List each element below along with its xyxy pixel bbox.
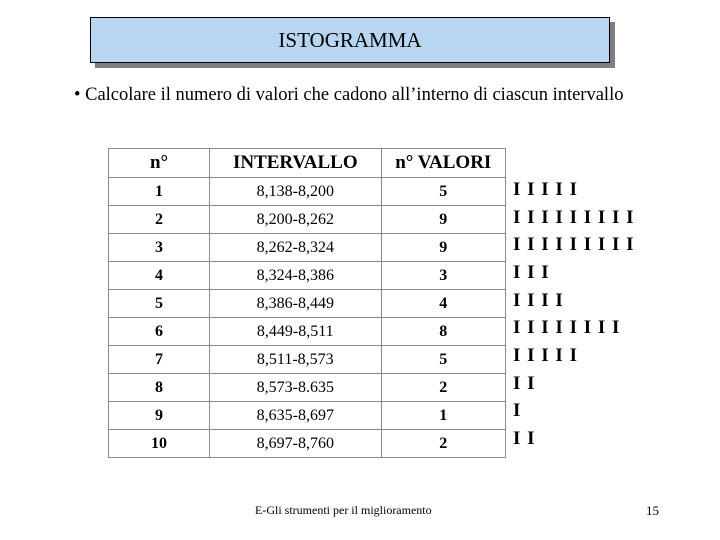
row-interval: 8,449-8,511 bbox=[210, 318, 381, 346]
tally-row: I I I I bbox=[513, 289, 564, 311]
row-number: 1 bbox=[109, 178, 210, 206]
row-interval: 8,511-8,573 bbox=[210, 346, 381, 374]
row-count: 9 bbox=[381, 234, 505, 262]
table-body bbox=[109, 178, 506, 458]
slide-title: ISTOGRAMMA bbox=[90, 17, 610, 63]
row-number: 4 bbox=[109, 262, 210, 290]
row-number: 5 bbox=[109, 290, 210, 318]
tally-row: I bbox=[513, 400, 522, 422]
page-number: 15 bbox=[646, 503, 659, 518]
row-count: 5 bbox=[381, 346, 505, 374]
table-row bbox=[109, 234, 506, 262]
row-number: 10 bbox=[109, 430, 210, 458]
row-interval: 8,262-8,324 bbox=[210, 234, 381, 262]
row-interval: 8,697-8,760 bbox=[210, 430, 381, 458]
tally-row: I I I I I bbox=[513, 178, 578, 200]
row-number: 8 bbox=[109, 374, 210, 402]
row-count: 9 bbox=[381, 206, 505, 234]
row-count: 2 bbox=[381, 374, 505, 402]
row-count: 2 bbox=[381, 430, 505, 458]
row-count: 1 bbox=[381, 402, 505, 430]
header-count: n° VALORI bbox=[381, 149, 505, 178]
table-row bbox=[109, 206, 506, 234]
table-row bbox=[109, 402, 506, 430]
header-number: n° bbox=[109, 149, 210, 178]
tally-row: I I bbox=[513, 428, 536, 450]
row-number: 2 bbox=[109, 206, 210, 234]
row-number: 3 bbox=[109, 234, 210, 262]
row-interval: 8,386-8,449 bbox=[210, 290, 381, 318]
tally-row: I I I I I I I I bbox=[513, 317, 621, 339]
table-row bbox=[109, 346, 506, 374]
row-interval: 8,138-8,200 bbox=[210, 178, 381, 206]
row-number: 7 bbox=[109, 346, 210, 374]
row-interval: 8,324-8,386 bbox=[210, 262, 381, 290]
tally-row: I I bbox=[513, 372, 536, 394]
table-header-row bbox=[109, 149, 506, 178]
table-row bbox=[109, 262, 506, 290]
row-count: 8 bbox=[381, 318, 505, 346]
row-interval: 8,573-8.635 bbox=[210, 374, 381, 402]
table-row bbox=[109, 430, 506, 458]
row-count: 4 bbox=[381, 290, 505, 318]
header-interval: INTERVALLO bbox=[210, 149, 381, 178]
row-count: 5 bbox=[381, 178, 505, 206]
tally-row: I I I bbox=[513, 261, 550, 283]
table-row bbox=[109, 374, 506, 402]
row-interval: 8,635-8,697 bbox=[210, 402, 381, 430]
tally-row: I I I I I I I I I bbox=[513, 206, 635, 228]
table-row bbox=[109, 290, 506, 318]
row-count: 3 bbox=[381, 262, 505, 290]
tally-marks bbox=[513, 176, 713, 453]
tally-row: I I I I I I I I I bbox=[513, 234, 635, 256]
tally-row: I I I I I bbox=[513, 344, 578, 366]
frequency-table bbox=[108, 148, 506, 458]
row-number: 9 bbox=[109, 402, 210, 430]
row-number: 6 bbox=[109, 318, 210, 346]
table-row bbox=[109, 318, 506, 346]
footer-text: E-Gli strumenti per il miglioramento bbox=[255, 503, 432, 517]
row-interval: 8,200-8,262 bbox=[210, 206, 381, 234]
table-row bbox=[109, 178, 506, 206]
bullet-text: • Calcolare il numero di valori che cadono all’interno di ciascun intervallo bbox=[74, 85, 624, 105]
